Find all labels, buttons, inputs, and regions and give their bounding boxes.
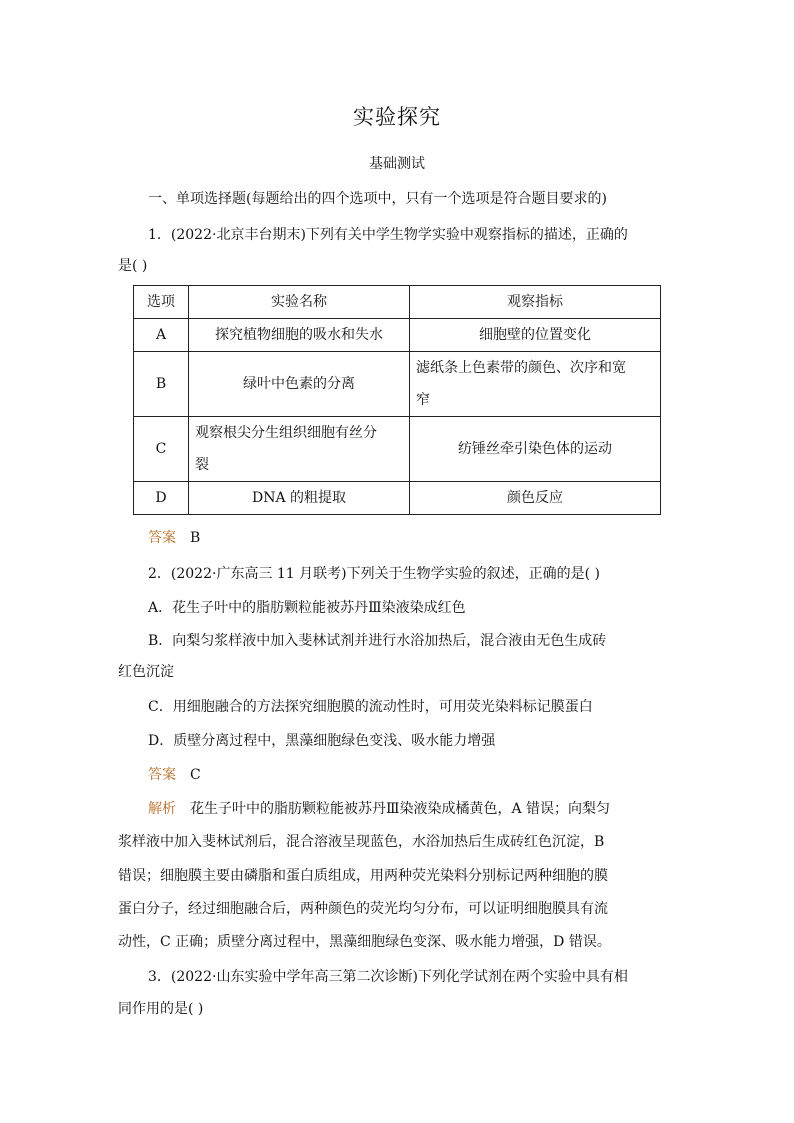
answer-label: 答案	[148, 530, 176, 546]
q1-answer	[148, 528, 678, 548]
section-subtitle: 基础测试	[369, 156, 425, 172]
q1-stem-line2: 是( )	[118, 258, 148, 274]
q2-answer	[148, 765, 678, 785]
q2-option-b-line1: B．向梨匀浆样液中加入斐林试剂并进行水浴加热后，混合液由无色生成砖	[148, 633, 607, 649]
row-option: C	[134, 417, 189, 482]
q2-stem: 2．(2022·广东高三 11 月联考)下列关于生物学实验的叙述，正确的是( )	[148, 566, 600, 582]
q2-option-a: A．花生子叶中的脂肪颗粒能被苏丹Ⅲ染液染成红色	[148, 600, 466, 616]
q2-analysis-line1	[148, 799, 678, 819]
row-indicator: 颜色反应	[410, 482, 661, 515]
table-row	[134, 319, 661, 352]
answer-label: 答案	[148, 767, 176, 783]
row-indicator-line2: 窄	[416, 392, 430, 408]
row-experiment-name: 绿叶中色素的分离	[189, 352, 410, 417]
table-header-name: 实验名称	[189, 286, 410, 319]
row-indicator	[410, 352, 661, 417]
row-experiment-name: DNA 的粗提取	[189, 482, 410, 515]
row-indicator-line1: 滤纸条上色素带的颜色、次序和宽	[416, 360, 626, 376]
table-row	[134, 482, 661, 515]
row-indicator: 细胞壁的位置变化	[410, 319, 661, 352]
q2-analysis-line2: 浆样液中加入斐林试剂后，混合溶液呈现蓝色，水浴加热后生成砖红色沉淀，B	[118, 834, 605, 850]
row-option: B	[134, 352, 189, 417]
answer-value: B	[190, 530, 201, 546]
row-experiment-name: 探究植物细胞的吸水和失水	[189, 319, 410, 352]
q2-analysis-line5: 动性，C 正确；质壁分离过程中，黑藻细胞绿色变深、吸水能力增强，D 错误。	[118, 934, 611, 950]
table-row	[134, 417, 661, 482]
row-experiment-name-line2: 裂	[195, 457, 209, 473]
row-experiment-name	[189, 417, 410, 482]
q2-option-c: C．用细胞融合的方法探究细胞膜的流动性时，可用荧光染料标记膜蛋白	[148, 699, 593, 715]
q2-analysis-line3: 错误；细胞膜主要由磷脂和蛋白质组成，用两种荧光染料分别标记两种细胞的膜	[118, 868, 608, 884]
table-header-indicator: 观察指标	[410, 286, 661, 319]
analysis-text: 花生子叶中的脂肪颗粒能被苏丹Ⅲ染液染成橘黄色，A 错误；向梨匀	[190, 801, 611, 817]
table-header-row	[134, 286, 661, 319]
q2-option-b-line2: 红色沉淀	[118, 664, 174, 680]
section-heading: 一、单项选择题(每题给出的四个选项中，只有一个选项是符合题目要求的)	[148, 191, 607, 207]
table-header-option: 选项	[134, 286, 189, 319]
q3-stem-line2: 同作用的是( )	[118, 1001, 204, 1017]
row-indicator: 纺锤丝牵引染色体的运动	[410, 417, 661, 482]
experiment-table	[133, 285, 661, 515]
q1-stem-line1: 1．(2022·北京丰台期末)下列有关中学生物学实验中观察指标的描述，正确的	[148, 227, 628, 243]
row-experiment-name-line1: 观察根尖分生组织细胞有丝分	[195, 425, 377, 441]
page-title: 实验探究	[353, 105, 441, 129]
table-row	[134, 352, 661, 417]
row-option: D	[134, 482, 189, 515]
analysis-label: 解析	[148, 801, 176, 817]
q2-analysis-line4: 蛋白分子，经过细胞融合后，两种颜色的荧光均匀分布，可以证明细胞膜具有流	[118, 901, 608, 917]
answer-value: C	[190, 767, 201, 783]
row-option: A	[134, 319, 189, 352]
q3-stem-line1: 3．(2022·山东实验中学年高三第二次诊断)下列化学试剂在两个实验中具有相	[148, 969, 628, 985]
q2-option-d: D．质壁分离过程中，黑藻细胞绿色变浅、吸水能力增强	[148, 733, 496, 749]
